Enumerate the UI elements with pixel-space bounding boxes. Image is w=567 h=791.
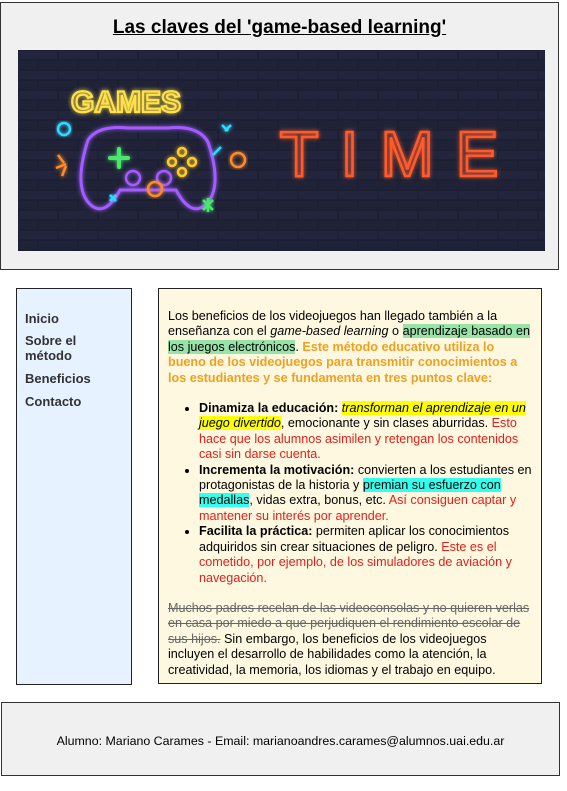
- nav-item-inicio[interactable]: Inicio: [25, 311, 59, 326]
- intro-text-2: o: [388, 324, 403, 339]
- point-note: Así consiguen captar y mantener su interés por aprender.: [199, 493, 517, 523]
- nav-item-sobre-el-metodo[interactable]: Sobre el método: [25, 333, 77, 363]
- neon-banner-image: [18, 50, 545, 251]
- point-highlight: transforman el aprendizaje en un juego divertido: [199, 401, 526, 431]
- sidebar-nav: [16, 288, 132, 685]
- outro-text: Sin embargo, los beneficios de los videojuegos incluyen el desarrollo de habilidades como la atención, la creatividad, la memoria, los idiomas y el trabajo en equipo.: [168, 631, 496, 677]
- banner-games-text: GAMES: [70, 86, 182, 119]
- point-note: Esto hace que los alumnos asimilen y retengan los contenidos casi sin darse cuenta.: [199, 416, 519, 462]
- list-item: [199, 401, 534, 463]
- page-footer: [1, 702, 560, 776]
- point-label: Incrementa la motivación:: [199, 462, 355, 477]
- point-text: convierten a los estudiantes en protagonistas de la historia y: [199, 462, 532, 493]
- games-time-banner: [18, 50, 545, 251]
- page-title: Las claves del 'game-based learning': [112, 17, 447, 38]
- page-header: [0, 2, 559, 270]
- nav-item-beneficios[interactable]: Beneficios: [25, 371, 91, 386]
- footer-contact: Alumno: Mariano Carames - Email: marianoandres.carames@alumnos.uai.edu.ar: [56, 734, 505, 748]
- point-highlight: premian su esfuerzo con medallas: [199, 478, 501, 508]
- intro-text: Los beneficios de los videojuegos han llegado también a la enseñanza con el: [168, 309, 498, 339]
- intro-text-3: .: [295, 339, 299, 354]
- point-note: Este es el cometido, por ejemplo, de los simuladores de aviación y navegación.: [199, 539, 512, 585]
- key-points-list: [168, 401, 534, 586]
- outro-paragraph: [168, 601, 534, 678]
- point-text: , emocionante y sin clases aburridas.: [280, 416, 489, 431]
- point-text: permiten aplicar los conocimientos adquiridos sin crear situaciones de peligro.: [199, 524, 510, 554]
- point-text: , vidas extra, bonus, etc.: [249, 493, 386, 508]
- outro-struck-text: Muchos padres recelan de las videoconsolas y no quieren verlas en casa por miedo a que perjudiquen el rendimiento escolar de sus hijos.: [168, 600, 530, 646]
- point-label: Facilita la práctica:: [199, 524, 313, 539]
- list-item: [199, 524, 534, 586]
- intro-key-statement: Este método educativo utiliza lo bueno de los videojuegos para transmitir conocimientos a los estudiantes y se fundamenta en tres puntos clave:: [168, 339, 518, 385]
- intro-highlight: aprendizaje basado en los juegos electrónicos: [168, 324, 531, 354]
- banner-time-text: TIME: [279, 118, 521, 190]
- nav-item-contacto[interactable]: Contacto: [25, 394, 82, 409]
- intro-paragraph: [168, 309, 534, 386]
- intro-emphasis: game-based learning: [270, 324, 389, 339]
- list-item: [199, 463, 534, 525]
- point-label: Dinamiza la educación:: [199, 401, 339, 416]
- main-content: [158, 288, 542, 684]
